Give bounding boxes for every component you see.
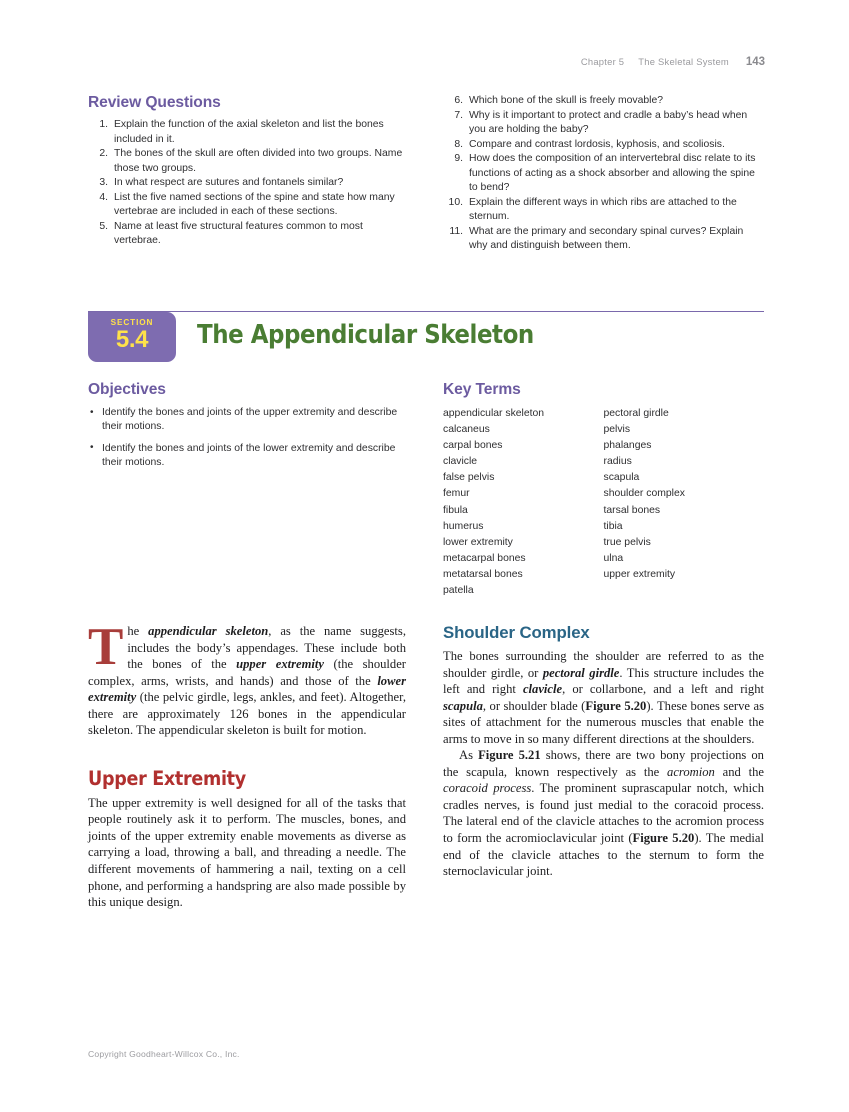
list-item [88, 176, 406, 191]
list-item: pectoral girdle [603, 408, 669, 419]
list-item-number: 5. [99, 220, 108, 232]
list-item: phalanges [603, 440, 652, 452]
section-badge-label: SECTION [110, 318, 154, 327]
list-item [443, 196, 764, 225]
key-terms-list-1 [443, 406, 604, 599]
objectives-heading: Objectives [88, 381, 166, 398]
review-questions-right-column [443, 94, 764, 254]
body-right-column [443, 623, 764, 911]
list-item [443, 225, 764, 254]
list-item: femur [443, 488, 470, 500]
list-item-text: Compare and contrast lordosis, kyphosis, and scoliosis. [469, 138, 725, 150]
running-head-title: The Skeletal System [638, 56, 729, 67]
list-item [443, 109, 764, 138]
intro-paragraph [88, 618, 406, 739]
shoulder-complex-heading: Shoulder Complex [443, 623, 590, 642]
review-questions-left-column [88, 94, 406, 254]
list-item-text: What are the primary and secondary spinal curves? Explain why and distinguish between them. [469, 225, 744, 252]
review-questions-heading: Review Questions [88, 94, 221, 111]
list-item [88, 118, 406, 147]
list-item [443, 138, 764, 153]
key-terms-heading: Key Terms [443, 381, 521, 398]
column-gutter [406, 623, 443, 911]
key-terms-column-2 [604, 406, 765, 599]
list-item [443, 94, 764, 109]
list-item-text: List the five named sections of the spine and state how many vertebrae are included in each of these sections. [114, 191, 395, 218]
list-item: true pelvis [603, 536, 651, 548]
list-item: metatarsal bones [443, 568, 523, 580]
list-item-text: The bones of the skull are often divided into two groups. Name those two groups. [114, 148, 403, 174]
review-questions-block [88, 94, 764, 254]
list-item: false pelvis [443, 472, 495, 484]
list-item [88, 220, 406, 249]
list-item: metacarpal bones [443, 552, 526, 564]
column-gutter [406, 381, 443, 599]
shoulder-complex-paragraph-1: The bones surrounding the shoulder are referred to as the shoulder girdle, or pectoral girdle. This structure includes the left and right clavicle, or collarbone, and a left and right scapula, or shoulder blade (Figure 5.20). These bones serve as sites of attachment for the numerous muscles that enable the arms to move in so many different directions at the shoulders. [443, 649, 765, 746]
list-item: radius [603, 456, 632, 468]
list-item: calcaneus [443, 424, 490, 436]
running-head-chapter: Chapter 5 [580, 56, 625, 67]
list-item-number: 6. [454, 95, 463, 106]
drop-cap: T [88, 618, 124, 676]
section-title: The Appendicular Skeleton [197, 320, 534, 350]
list-item-number: 2. [99, 148, 108, 160]
review-questions-list-right [443, 94, 764, 254]
upper-extremity-heading: Upper Extremity [88, 766, 246, 790]
list-item-text: Explain the different ways in which ribs are attached to the sternum. [469, 196, 737, 223]
list-item-number: 10. [448, 196, 463, 208]
list-item-number: 1. [99, 119, 108, 130]
key-terms-column-1 [443, 406, 604, 599]
list-item: humerus [443, 520, 484, 532]
list-item-number: 7. [454, 109, 463, 121]
list-item-text: In what respect are sutures and fontanels similar? [114, 177, 344, 189]
key-terms-column [443, 381, 764, 599]
section-banner [88, 311, 764, 373]
list-item [88, 147, 406, 176]
body-left-column [88, 618, 406, 911]
key-terms-lists [443, 406, 764, 599]
list-item: scapula [603, 472, 640, 484]
body-text-block [88, 618, 765, 911]
column-gutter [406, 94, 443, 254]
objectives-keyterms-block [88, 381, 764, 599]
list-item: • Identify the bones and joints of the upper extremity and describe their motions. [88, 406, 406, 435]
list-item: tarsal bones [603, 504, 661, 516]
list-item-number: 11. [449, 225, 463, 237]
section-badge-number: 5.4 [115, 326, 149, 353]
running-head [88, 56, 765, 68]
list-item: appendicular skeleton [443, 408, 545, 419]
list-item: tibia [603, 520, 623, 532]
review-questions-list-left [88, 118, 406, 249]
section-number-badge [88, 312, 176, 362]
page-number: 143 [745, 56, 765, 68]
key-terms-list-2 [604, 406, 765, 583]
list-item-text: Name at least five structural features common to most vertebrae. [114, 220, 363, 247]
list-item-text: Which bone of the skull is freely movable? [469, 95, 664, 106]
list-item [88, 191, 406, 220]
list-item-number: 3. [99, 177, 108, 189]
list-item: • Identify the bones and joints of the lower extremity and describe their motions. [88, 442, 406, 471]
list-item: lower extremity [443, 536, 513, 548]
objectives-column [88, 381, 406, 599]
list-item: clavicle [443, 456, 478, 468]
list-item: patella [443, 585, 474, 597]
list-item [443, 152, 764, 196]
list-item-number: 8. [454, 138, 463, 150]
list-item: ulna [603, 552, 624, 564]
list-item-text: Explain the function of the axial skeleton and list the bones included in it. [114, 119, 384, 145]
list-item: upper extremity [603, 568, 676, 580]
copyright-footer: Copyright Goodheart-Willcox Co., Inc. [88, 1049, 240, 1059]
upper-extremity-paragraph: The upper extremity is well designed for all of the tasks that people routinely ask it to perform. The muscles, bones, and joints of the upper extremity enable movements as diverse as carrying a load, throwing a ball, and threading a needle. The different movements of hammering a nail, texting on a cell phone, and performing a handspring are also made possible by this unique design. [88, 795, 406, 910]
section-divider-rule [88, 311, 764, 312]
intro-paragraph-text: he appendicular skeleton, as the name suggests, includes the body’s appendages. These include both the bones of the upper extremity (the shoulder complex, arms, wrists, and hands) and those of the lower extremity (the pelvic girdle, legs, ankles, and feet). Altogether, there are approximately 126 bones in the appendicular skeleton. The appendicular skeleton is built for motion. [88, 624, 406, 738]
list-item: carpal bones [443, 440, 503, 452]
shoulder-complex-paragraph-2: As Figure 5.21 shows, there are two bony projections on the scapula, known respectively as the acromion and the coracoid process. The prominent suprascapular notch, which cradles nerves, is found just medial to the coracoid process. The lateral end of the clavicle attaches to the acromion process to form the acromioclavicular joint (Figure 5.20). The medial end of the clavicle attaches to the sternum to form the sternoclavicular joint. [443, 748, 764, 879]
list-item: shoulder complex [603, 488, 685, 500]
list-item-text: Why is it important to protect and cradle a baby’s head when you are holding the baby? [469, 109, 748, 136]
list-item-number: 4. [99, 191, 108, 203]
list-item-number: 9. [454, 153, 463, 165]
list-item: fibula [443, 504, 468, 516]
objectives-list [88, 406, 406, 471]
list-item-text: How does the composition of an intervertebral disc relate to its functions of acting as a shock absorber and allowing the spine to bend? [469, 153, 756, 194]
list-item: pelvis [603, 424, 631, 436]
